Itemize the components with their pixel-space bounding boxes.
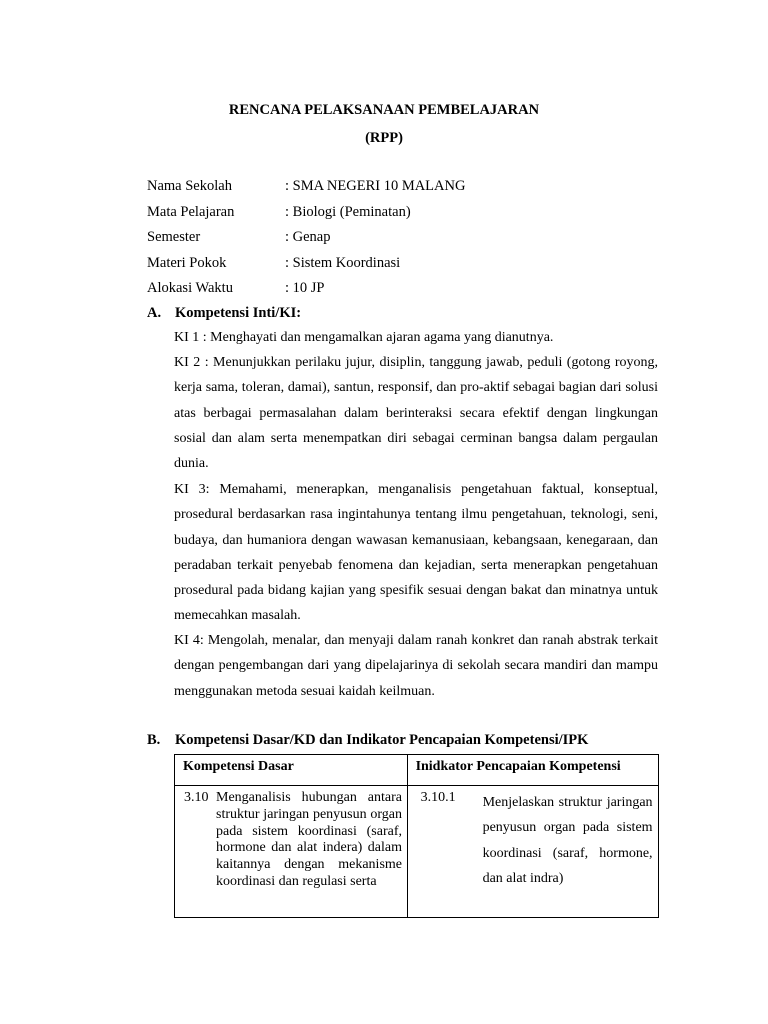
identity-value: : SMA NEGERI 10 MALANG (285, 178, 466, 194)
identity-label: Semester (147, 229, 201, 245)
ki-1-paragraph: KI 1 : Menghayati dan mengamalkan ajaran agama yang dianutnya. (174, 330, 554, 345)
identity-value: : Biologi (Peminatan) (285, 204, 411, 220)
identity-value: : 10 JP (285, 280, 325, 296)
document-title: RENCANA PELAKSANAAN PEMBELAJARAN (228, 102, 540, 118)
identity-value: : Genap (285, 229, 331, 245)
section-b-heading (147, 732, 588, 749)
kd-number: 3.10 (184, 790, 209, 805)
identity-label: Materi Pokok (147, 255, 227, 271)
ipk-cell (407, 786, 658, 918)
header-kompetensi-dasar: Kompetensi Dasar (175, 755, 408, 786)
section-a-heading (147, 305, 301, 322)
identity-label: Nama Sekolah (147, 178, 232, 194)
ki-3-paragraph: KI 3: Memahami, menerapkan, menganalisis pengetahuan faktual, konseptual, prosedural berdasarkan rasa ingintahunya tentang ilmu pengetahuan, teknologi, seni, budaya, dan humaniora dengan wawasan kemanusiaan, kebangsaan, kenegaraan, dan peradaban terkait penyebab fenomena dan kejadian, serta menerapkan pengetahuan prosedural pada bidang kajian yang spesifik sesuai dengan bakat dan minatnya untuk memecahkan masalah. (174, 482, 658, 624)
identity-label: Mata Pelajaran (147, 204, 235, 220)
ipk-text: Menjelaskan struktur jaringan penyusun organ pada sistem koordinasi (saraf, hormone, dan alat indra) (482, 795, 653, 886)
section-title: Kompetensi Dasar/KD dan Indikator Pencapaian Kompetensi/IPK (175, 732, 589, 748)
document-subtitle: (RPP) (365, 130, 403, 146)
kd-text: Menganalisis hubungan antara struktur jaringan penyusun organ pada sistem koordinasi (saraf, hormone dan alat indera) dalam kaitannya dengan mekanisme koordinasi dan regulasi serta (216, 790, 402, 889)
header-indikator: Inidkator Pencapaian Kompetensi (407, 755, 658, 786)
section-letter: A. (147, 305, 162, 321)
table-header-row (175, 755, 659, 786)
section-letter: B. (147, 732, 161, 748)
identity-value: : Sistem Koordinasi (285, 255, 401, 271)
ipk-number: 3.10.1 (420, 790, 456, 805)
kd-ipk-table (174, 754, 659, 918)
ki-4-paragraph: KI 4: Mengolah, menalar, dan menyaji dalam ranah konkret dan ranah abstrak terkait dengan pengembangan dari yang dipelajarinya di sekolah secara mandiri dan mampu menggunakan metoda sesuai kaidah keilmuan. (174, 633, 658, 699)
identity-label: Alokasi Waktu (147, 280, 233, 296)
kd-cell (175, 786, 408, 918)
table-row (175, 786, 659, 918)
section-title: Kompetensi Inti/KI: (175, 305, 302, 321)
ki-2-paragraph: KI 2 : Menunjukkan perilaku jujur, disiplin, tanggung jawab, peduli (gotong royong, kerja sama, toleran, damai), santun, responsif, dan pro-aktif sebagai bagian dari solusi atas berbagai permasalahan dalam berinteraksi secara efektif dengan lingkungan sosial dan alam serta menempatkan diri sebagai cerminan bangsa dalam pergaulan dunia. (174, 355, 658, 472)
